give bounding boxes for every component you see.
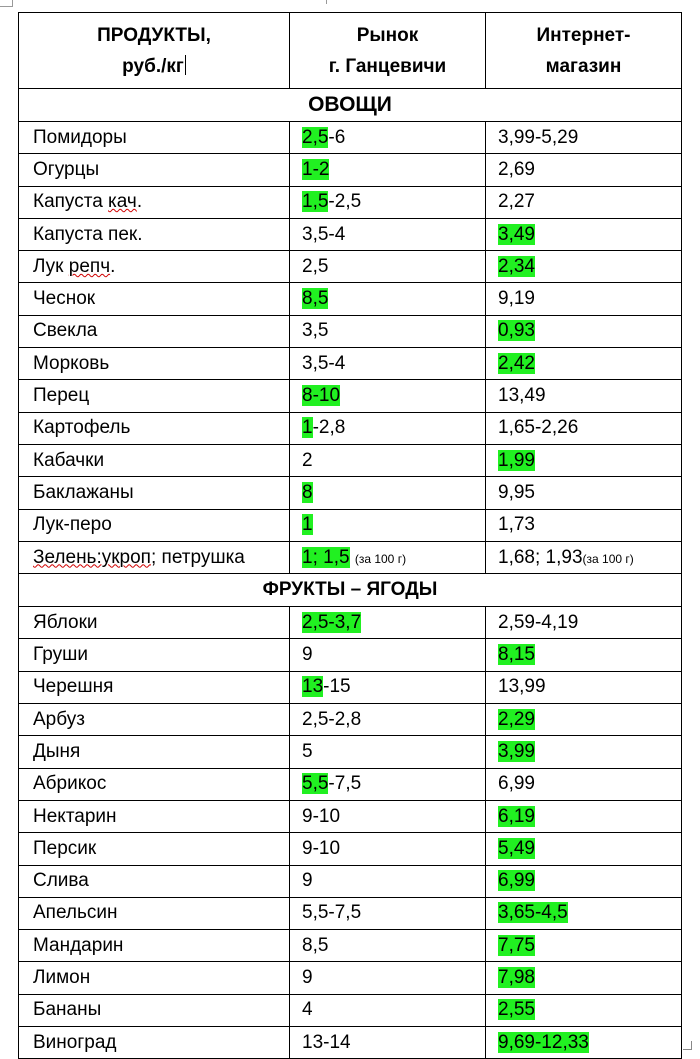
online-price-cell[interactable] — [486, 800, 682, 832]
table-row — [19, 1027, 682, 1059]
table-row — [19, 768, 682, 800]
product-name-cell[interactable]: Мандарин — [19, 930, 290, 962]
table-row — [19, 639, 682, 671]
online-price-cell[interactable] — [486, 122, 682, 154]
online-price-cell[interactable] — [486, 154, 682, 186]
product-name-cell[interactable]: Картофель — [19, 412, 290, 444]
unit-note: (за 100 г) — [582, 551, 634, 566]
price-text: 1,68; 1,93 — [498, 546, 583, 568]
price-text: 3,99-5,29 — [498, 126, 579, 148]
table-row — [19, 444, 682, 476]
highlighted-price: 1-2 — [302, 158, 330, 180]
highlighted-price: 2,55 — [498, 999, 535, 1021]
product-name-cell[interactable]: Черешня — [19, 671, 290, 703]
market-price-cell[interactable] — [290, 897, 486, 929]
price-text: 2,27 — [498, 191, 535, 213]
product-name-cell[interactable]: Огурцы — [19, 154, 290, 186]
header-online-line-2: магазин — [545, 55, 622, 77]
highlighted-price: 0,93 — [498, 320, 535, 342]
price-text: 5 — [302, 740, 313, 762]
table-row — [19, 154, 682, 186]
table-row — [19, 541, 682, 573]
price-comparison-table — [18, 12, 682, 1059]
highlighted-price: 3,49 — [498, 223, 535, 245]
highlighted-price: 1 — [302, 514, 313, 536]
table-row — [19, 607, 682, 639]
market-price-cell[interactable] — [290, 607, 486, 639]
market-price-cell[interactable] — [290, 348, 486, 380]
market-price-cell[interactable] — [290, 122, 486, 154]
highlighted-price: 2,42 — [498, 352, 535, 374]
product-name-cell[interactable]: Абрикос — [19, 768, 290, 800]
product-name-cell[interactable]: Арбуз — [19, 704, 290, 736]
price-text: 6,99 — [498, 773, 535, 795]
market-price-cell[interactable] — [290, 865, 486, 897]
highlighted-price: 1,5 — [302, 191, 329, 213]
highlighted-price: 5,49 — [498, 837, 535, 859]
online-price-cell[interactable] — [486, 994, 682, 1026]
product-name-cell[interactable]: Зелень:укроп; петрушка — [19, 541, 290, 573]
price-text: 4 — [302, 999, 313, 1021]
section-title[interactable]: ОВОЩИ — [19, 89, 682, 122]
price-text: 13,49 — [498, 385, 546, 407]
price-text: 3,5-4 — [302, 223, 346, 245]
table-body — [19, 89, 682, 1059]
online-price-cell[interactable] — [486, 833, 682, 865]
product-name-cell[interactable]: Помидоры — [19, 122, 290, 154]
header-market-line-1: Рынок — [356, 24, 419, 46]
market-price-cell[interactable] — [290, 833, 486, 865]
online-price-cell[interactable] — [486, 704, 682, 736]
table-row — [19, 897, 682, 929]
table-row — [19, 671, 682, 703]
table-row — [19, 704, 682, 736]
price-text: 2,69 — [498, 158, 535, 180]
product-name-cell[interactable]: Кабачки — [19, 444, 290, 476]
highlighted-price: 6,99 — [498, 870, 535, 892]
product-name-cell[interactable]: Перец — [19, 380, 290, 412]
highlighted-price: 13 — [302, 676, 324, 698]
highlighted-price: 9,69-12,33 — [498, 1031, 589, 1053]
price-text: 9-10 — [302, 805, 341, 827]
header-market-line-2: г. Ганцевичи — [328, 55, 447, 77]
highlighted-price: 2,29 — [498, 708, 535, 730]
price-text: -7,5 — [328, 773, 362, 795]
online-price-cell[interactable] — [486, 348, 682, 380]
market-price-cell[interactable] — [290, 154, 486, 186]
market-price-cell[interactable] — [290, 444, 486, 476]
product-name-cell[interactable]: Капуста пек. — [19, 218, 290, 250]
market-price-cell[interactable] — [290, 930, 486, 962]
market-price-cell[interactable] — [290, 477, 486, 509]
market-price-cell[interactable] — [290, 283, 486, 315]
price-text: -2,8 — [312, 417, 346, 439]
product-name-cell[interactable]: Капуста кач. — [19, 186, 290, 218]
highlighted-price: 1; 1,5 — [302, 546, 350, 568]
price-text: 2,5-2,8 — [302, 708, 362, 730]
market-price-cell[interactable] — [290, 251, 486, 283]
product-name-cell[interactable]: Баклажаны — [19, 477, 290, 509]
product-name-cell[interactable]: Морковь — [19, 348, 290, 380]
price-text: 9-10 — [302, 837, 341, 859]
product-name-cell[interactable]: Апельсин — [19, 897, 290, 929]
table-row — [19, 994, 682, 1026]
table-end-mark — [683, 1041, 692, 1050]
spellcheck-underline: кач — [108, 191, 137, 213]
price-text: 3,5 — [302, 320, 329, 342]
market-price-cell[interactable] — [290, 704, 486, 736]
price-text: 13-14 — [302, 1031, 351, 1053]
online-price-cell[interactable] — [486, 509, 682, 541]
market-price-cell[interactable] — [290, 1027, 486, 1059]
table-row — [19, 315, 682, 347]
online-price-cell[interactable] — [486, 315, 682, 347]
table-row — [19, 509, 682, 541]
market-price-cell[interactable] — [290, 994, 486, 1026]
page-corner-mark — [0, 0, 13, 7]
product-name-cell[interactable]: Лимон — [19, 962, 290, 994]
highlighted-price: 2,5 — [302, 126, 329, 148]
market-price-cell[interactable] — [290, 800, 486, 832]
market-price-cell[interactable] — [290, 962, 486, 994]
online-price-cell[interactable] — [486, 930, 682, 962]
table-row — [19, 380, 682, 412]
highlighted-price: 8 — [302, 481, 313, 503]
product-name-cell[interactable]: Дыня — [19, 736, 290, 768]
market-price-cell[interactable] — [290, 639, 486, 671]
spellcheck-underline: Зелень:укроп — [33, 546, 151, 568]
market-price-cell[interactable] — [290, 218, 486, 250]
highlighted-price: 8,5 — [302, 288, 329, 310]
market-price-cell[interactable] — [290, 768, 486, 800]
section-header-row — [19, 574, 682, 607]
market-price-cell[interactable] — [290, 412, 486, 444]
market-price-cell[interactable] — [290, 671, 486, 703]
online-price-cell[interactable] — [486, 412, 682, 444]
online-price-cell[interactable] — [486, 477, 682, 509]
product-name-cell[interactable]: Лук-перо — [19, 509, 290, 541]
price-text: 13,99 — [498, 676, 546, 698]
product-name-cell[interactable]: Лук репч. — [19, 251, 290, 283]
price-text: 9,95 — [498, 481, 535, 503]
product-name-cell[interactable]: Яблоки — [19, 607, 290, 639]
highlighted-price: 5,5 — [302, 773, 329, 795]
market-price-cell[interactable] — [290, 509, 486, 541]
header-market[interactable] — [290, 13, 486, 89]
online-price-cell[interactable] — [486, 897, 682, 929]
online-price-cell[interactable] — [486, 639, 682, 671]
highlighted-price: 3,65-4,5 — [498, 902, 568, 924]
table-row — [19, 412, 682, 444]
table-row — [19, 477, 682, 509]
header-product-line-2: руб./кг — [122, 55, 184, 77]
highlighted-price: 6,19 — [498, 805, 535, 827]
online-price-cell[interactable] — [486, 607, 682, 639]
product-name-cell[interactable]: Нектарин — [19, 800, 290, 832]
online-price-cell[interactable] — [486, 671, 682, 703]
market-price-cell[interactable] — [290, 186, 486, 218]
market-price-cell[interactable] — [290, 380, 486, 412]
section-title[interactable]: ФРУКТЫ – ЯГОДЫ — [19, 574, 682, 607]
price-text: 9,19 — [498, 288, 535, 310]
online-price-cell[interactable] — [486, 865, 682, 897]
product-name-cell[interactable]: Чеснок — [19, 283, 290, 315]
price-text: -6 — [328, 126, 346, 148]
table-row — [19, 348, 682, 380]
table-row — [19, 186, 682, 218]
table-row — [19, 962, 682, 994]
highlighted-price: 2,5-3,7 — [302, 611, 362, 633]
table-row — [19, 865, 682, 897]
price-text: 5,5-7,5 — [302, 902, 362, 924]
table-row — [19, 122, 682, 154]
price-text: 8,5 — [302, 934, 329, 956]
market-price-cell[interactable] — [290, 315, 486, 347]
section-header-row — [19, 89, 682, 122]
price-text: 2,5 — [302, 255, 329, 277]
online-price-cell[interactable] — [486, 1027, 682, 1059]
table-row — [19, 800, 682, 832]
online-price-cell[interactable] — [486, 186, 682, 218]
price-text: 2 — [302, 449, 313, 471]
product-name-cell[interactable]: Виноград — [19, 1027, 290, 1059]
table-row — [19, 736, 682, 768]
price-text: -15 — [323, 676, 351, 698]
online-price-cell[interactable] — [486, 541, 682, 573]
highlighted-price: 1,99 — [498, 449, 535, 471]
price-text: 1,65-2,26 — [498, 417, 579, 439]
price-text: 9 — [302, 870, 313, 892]
online-price-cell[interactable] — [486, 736, 682, 768]
table-row — [19, 283, 682, 315]
unit-note: (за 100 г) — [354, 551, 407, 566]
header-online[interactable] — [486, 13, 682, 89]
table-row — [19, 251, 682, 283]
highlighted-price: 7,75 — [498, 934, 535, 956]
product-name-cell[interactable]: Бананы — [19, 994, 290, 1026]
table-row — [19, 930, 682, 962]
online-price-cell[interactable] — [486, 768, 682, 800]
highlighted-price: 2,34 — [498, 255, 535, 277]
market-price-cell[interactable] — [290, 736, 486, 768]
online-price-cell[interactable] — [486, 962, 682, 994]
market-price-cell[interactable] — [290, 541, 486, 573]
highlighted-price: 3,99 — [498, 740, 535, 762]
online-price-cell[interactable] — [486, 444, 682, 476]
online-price-cell[interactable] — [486, 380, 682, 412]
price-text: 2,59-4,19 — [498, 611, 579, 633]
online-price-cell[interactable] — [486, 283, 682, 315]
product-name-cell[interactable]: Слива — [19, 865, 290, 897]
online-price-cell[interactable] — [486, 218, 682, 250]
header-online-line-1: Интернет- — [536, 24, 631, 46]
product-name-cell[interactable]: Груши — [19, 639, 290, 671]
price-text: 9 — [302, 644, 313, 666]
table-row — [19, 218, 682, 250]
header-product[interactable] — [19, 13, 290, 89]
text-cursor — [185, 55, 186, 75]
table-row — [19, 833, 682, 865]
product-name-cell[interactable]: Персик — [19, 833, 290, 865]
price-text: -2,5 — [328, 191, 362, 213]
online-price-cell[interactable] — [486, 251, 682, 283]
price-text: 3,5-4 — [302, 352, 346, 374]
spellcheck-underline: репч — [68, 255, 111, 277]
price-text: 1,73 — [498, 514, 535, 536]
price-text: 9 — [302, 967, 313, 989]
highlighted-price: 7,98 — [498, 967, 535, 989]
table-header-row — [19, 13, 682, 89]
ruler-tick — [326, 0, 327, 4]
highlighted-price: 8,15 — [498, 644, 535, 666]
price-table-container — [18, 12, 682, 1059]
header-product-line-1: ПРОДУКТЫ, — [97, 24, 211, 46]
highlighted-price: 1 — [302, 417, 313, 439]
highlighted-price: 8-10 — [302, 385, 341, 407]
product-name-cell[interactable]: Свекла — [19, 315, 290, 347]
